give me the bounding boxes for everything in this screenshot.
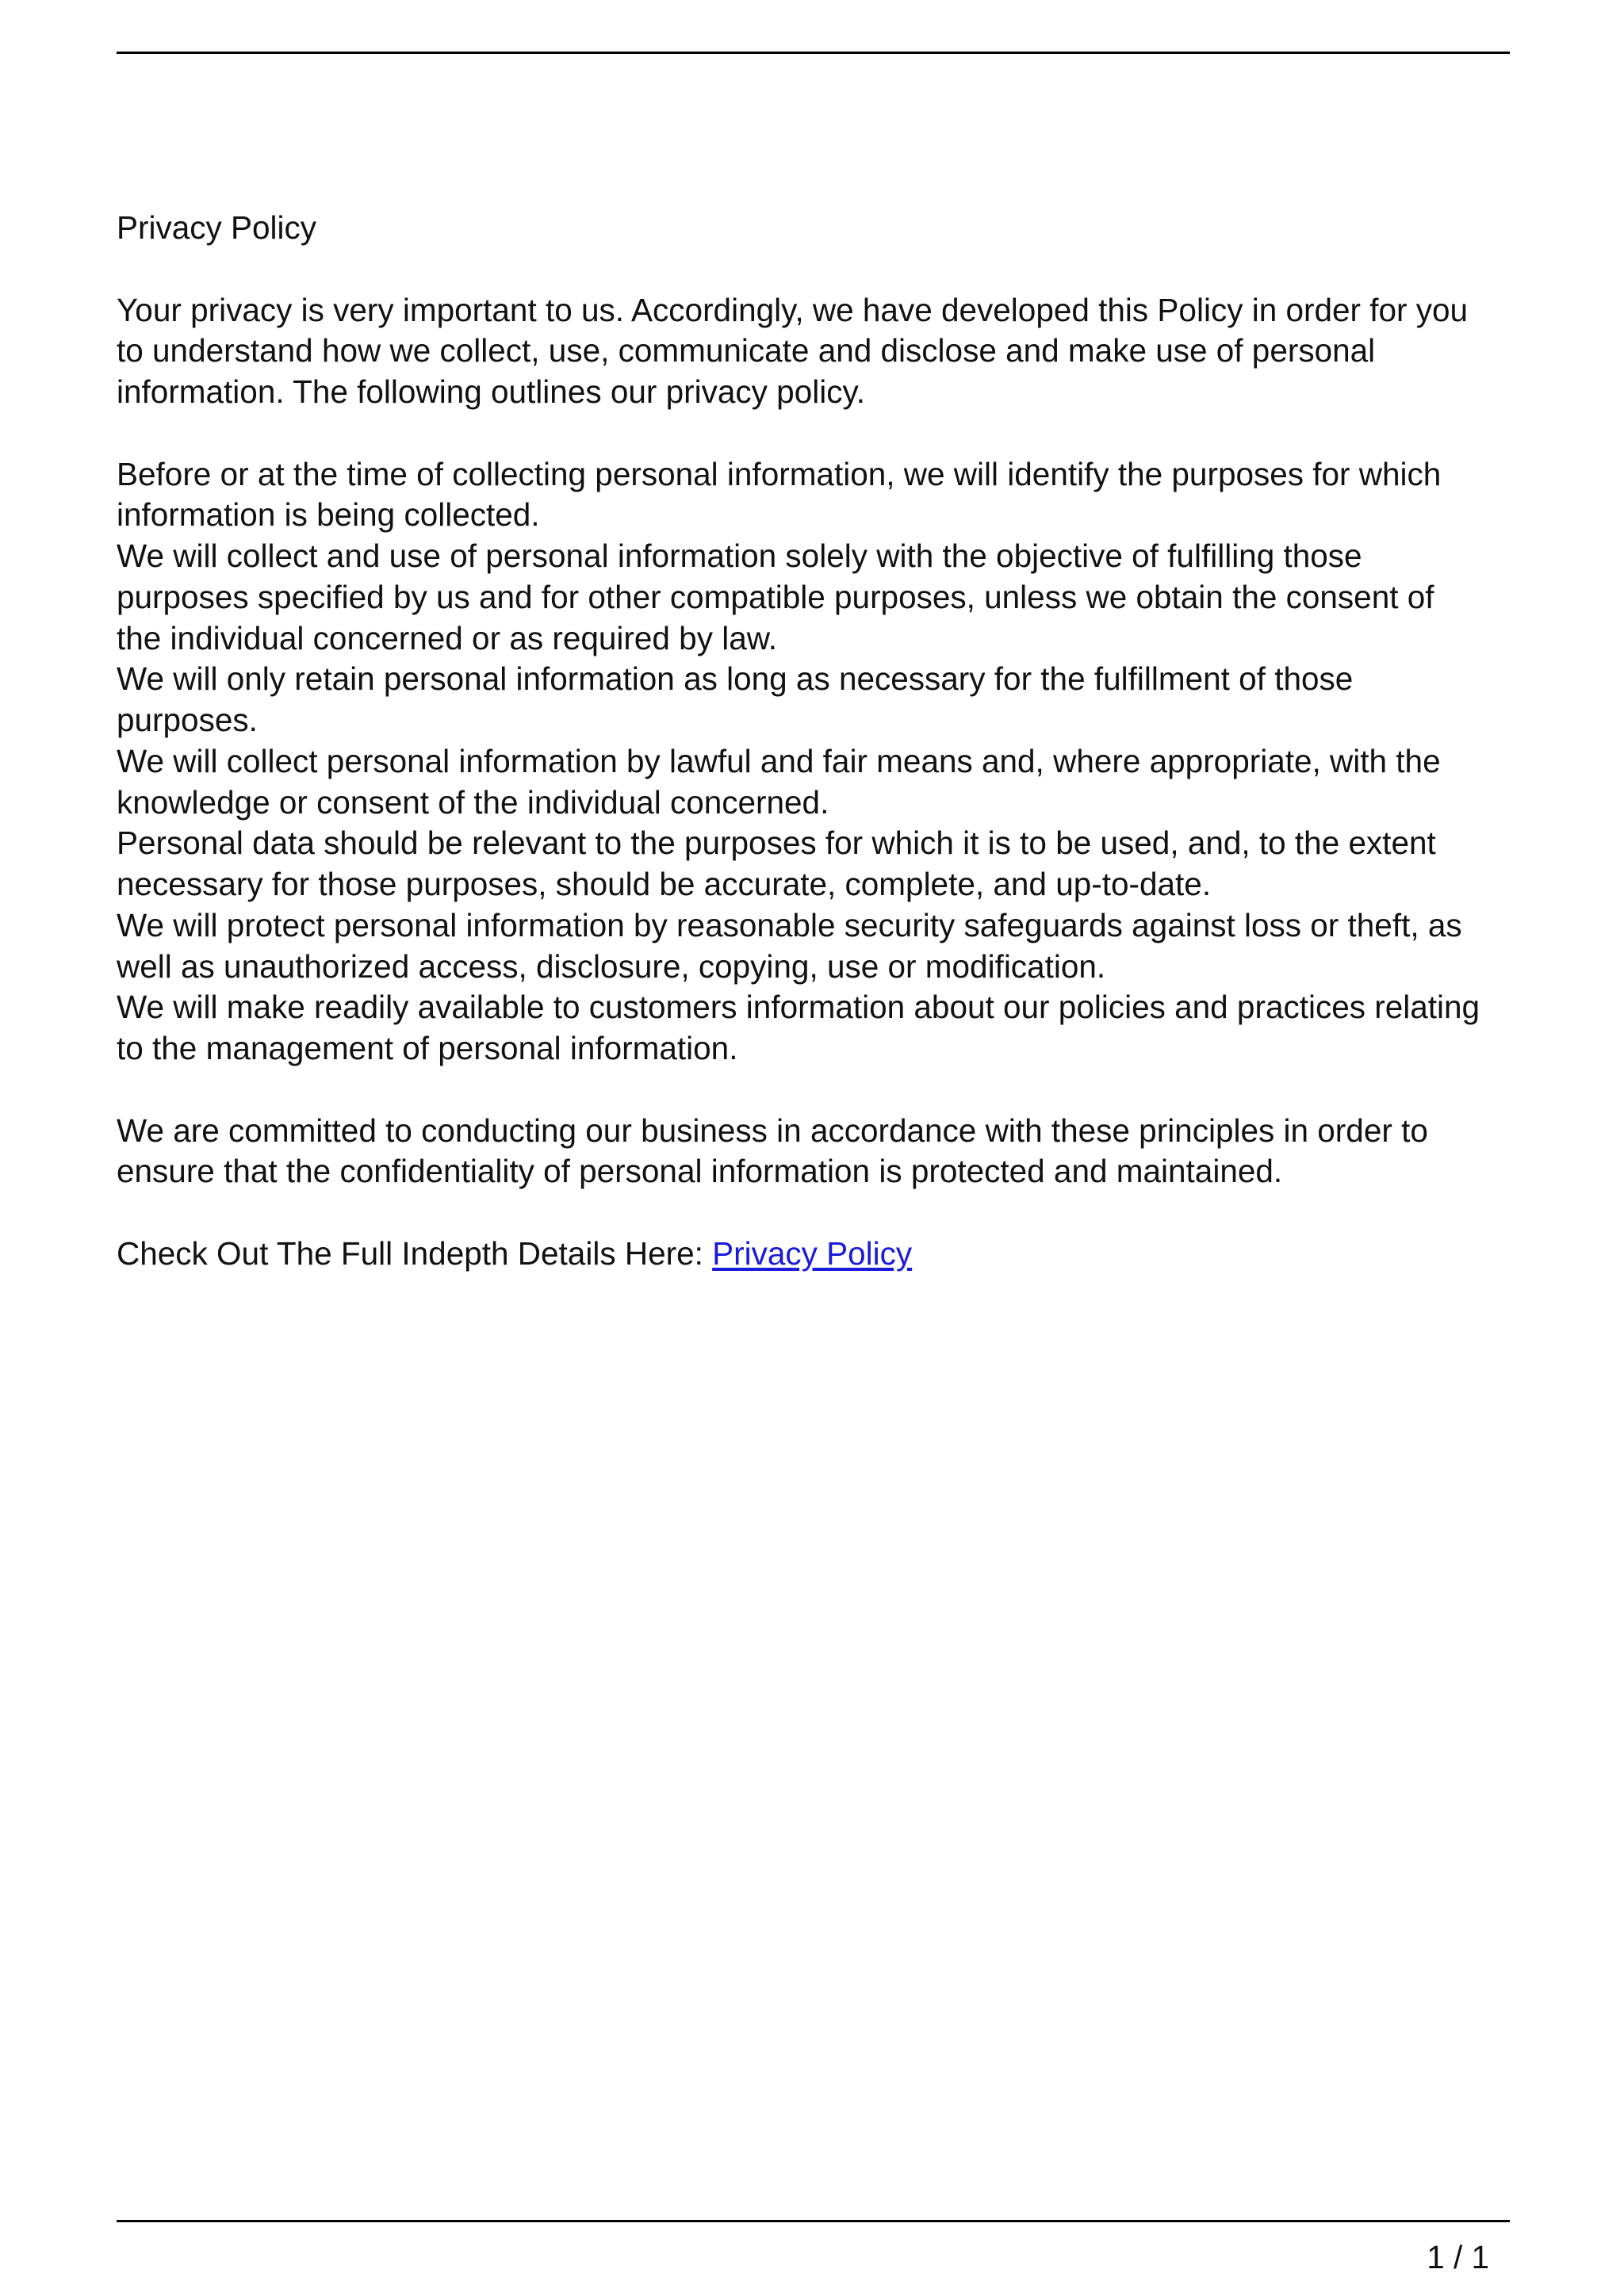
principle-line: well as unauthorized access, disclosure, copying, use or modification. — [117, 947, 1106, 985]
principle-line: We will collect personal information by lawful and fair means and, where appropriate, with the — [117, 742, 1441, 779]
principle-line: We will protect personal information by reasonable security safeguards against loss or theft, as — [117, 906, 1462, 943]
principle-line: purposes specified by us and for other compatible purposes, unless we obtain the consent of — [117, 578, 1434, 615]
privacy-policy-link[interactable]: Privacy Policy — [712, 1234, 913, 1272]
footer-rule — [117, 2220, 1510, 2222]
paragraph-spacer — [117, 413, 1520, 454]
principle-line: We will only retain personal information as long as necessary for the fulfillment of those — [117, 660, 1354, 698]
document-title: Privacy Policy — [117, 209, 317, 246]
principle-line: knowledge or consent of the individual concerned. — [117, 783, 829, 821]
intro-line: information. The following outlines our privacy policy. — [117, 373, 865, 410]
closing-line: ensure that the confidentiality of personal information is protected and maintained. — [117, 1153, 1283, 1190]
header-rule — [117, 52, 1510, 54]
details-prefix: Check Out The Full Indepth Details Here: — [117, 1234, 713, 1272]
closing-paragraph — [117, 1111, 1520, 1193]
paragraph-spacer — [117, 249, 1520, 290]
principles-list — [117, 454, 1520, 1070]
principle-line: information is being collected. — [117, 496, 540, 534]
principle-line: Personal data should be relevant to the purposes for which it is to be used, and, to the extent — [117, 825, 1436, 862]
closing-line: We are committed to conducting our business in accordance with these principles in order to — [117, 1112, 1428, 1149]
intro-line: to understand how we collect, use, communicate and disclose and make use of personal — [117, 332, 1376, 369]
intro-line: Your privacy is very important to us. Accordingly, we have developed this Policy in order for you — [117, 291, 1469, 328]
paragraph-spacer — [117, 1070, 1520, 1111]
paragraph-spacer — [117, 1192, 1520, 1234]
principle-line: Before or at the time of collecting personal information, we will identify the purposes for which — [117, 455, 1442, 492]
principle-line: the individual concerned or as required by law. — [117, 619, 777, 656]
document-body — [117, 208, 1520, 1275]
principle-line: necessary for those purposes, should be accurate, complete, and up-to-date. — [117, 866, 1212, 902]
page-number: 1 / 1 — [1427, 2239, 1489, 2275]
principle-line: We will make readily available to customers information about our policies and practices relating — [117, 989, 1480, 1026]
details-line — [117, 1234, 1520, 1275]
principle-line: purposes. — [117, 702, 258, 738]
principle-line: We will collect and use of personal information solely with the objective of fulfilling those — [117, 538, 1362, 574]
intro-paragraph — [117, 290, 1520, 413]
principle-line: to the management of personal information. — [117, 1030, 738, 1066]
